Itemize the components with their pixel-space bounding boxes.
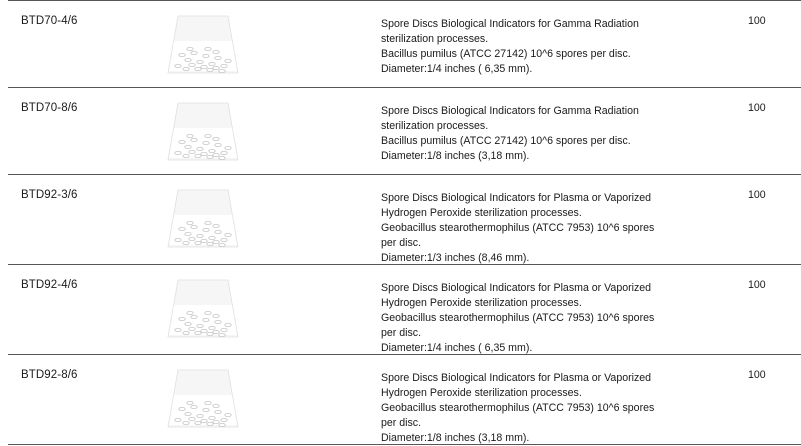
description-line: Spore Discs Biological Indicators for Gamma Radiation [381, 18, 639, 30]
description-line: Geobacillus stearothermophilus (ATCC 7953) 10^6 spores [381, 222, 655, 234]
description-line: Spore Discs Biological Indicators for Gamma Radiation [381, 105, 639, 117]
spore-disc-bag-icon [164, 100, 242, 162]
description-line: Diameter:1/3 inches (8,46 mm). [381, 252, 530, 264]
description-line: sterilization processes. [381, 33, 489, 45]
spore-disc-bag-icon [164, 187, 242, 249]
description-line: Spore Discs Biological Indicators for Plasma or Vaporized [381, 372, 652, 384]
product-description [381, 104, 681, 164]
product-code: BTD92-3/6 [21, 189, 78, 201]
description-line: per disc. [381, 417, 422, 429]
description-line: Geobacillus stearothermophilus (ATCC 7953) 10^6 spores [381, 402, 655, 414]
product-code: BTD70-8/6 [21, 102, 78, 114]
description-line: Spore Discs Biological Indicators for Plasma or Vaporized [381, 282, 652, 294]
table-row [8, 265, 801, 355]
product-description [381, 281, 681, 356]
product-description [381, 191, 681, 266]
product-quantity: 100 [748, 15, 766, 27]
description-line: Bacillus pumilus (ATCC 27142) 10^6 spores per disc. [381, 135, 631, 147]
table-row [8, 175, 801, 265]
product-code: BTD70-4/6 [21, 15, 78, 27]
description-line: Geobacillus stearothermophilus (ATCC 7953) 10^6 spores [381, 312, 655, 324]
description-line: Diameter:1/4 inches ( 6,35 mm). [381, 63, 533, 75]
product-table [8, 0, 801, 445]
product-quantity: 100 [748, 189, 766, 201]
description-line: per disc. [381, 237, 422, 249]
product-description [381, 17, 681, 77]
table-row [8, 88, 801, 175]
product-quantity: 100 [748, 369, 766, 381]
table-row [8, 1, 801, 88]
description-line: Diameter:1/4 inches ( 6,35 mm). [381, 342, 533, 354]
description-line: sterilization processes. [381, 120, 489, 132]
product-code: BTD92-8/6 [21, 369, 78, 381]
product-description [381, 371, 681, 446]
description-line: Hydrogen Peroxide sterilization processes. [381, 387, 582, 399]
table-row [8, 355, 801, 445]
product-quantity: 100 [748, 279, 766, 291]
spore-disc-bag-icon [164, 367, 242, 429]
description-line: Spore Discs Biological Indicators for Plasma or Vaporized [381, 192, 652, 204]
description-line: Diameter:1/8 inches (3,18 mm). [381, 150, 530, 162]
spore-disc-bag-icon [164, 13, 242, 75]
description-line: Hydrogen Peroxide sterilization processes. [381, 297, 582, 309]
product-code: BTD92-4/6 [21, 279, 78, 291]
description-line: Diameter:1/8 inches (3,18 mm). [381, 432, 530, 444]
description-line: per disc. [381, 327, 422, 339]
description-line: Hydrogen Peroxide sterilization processes. [381, 207, 582, 219]
spore-disc-bag-icon [164, 277, 242, 339]
product-quantity: 100 [748, 102, 766, 114]
description-line: Bacillus pumilus (ATCC 27142) 10^6 spores per disc. [381, 48, 631, 60]
